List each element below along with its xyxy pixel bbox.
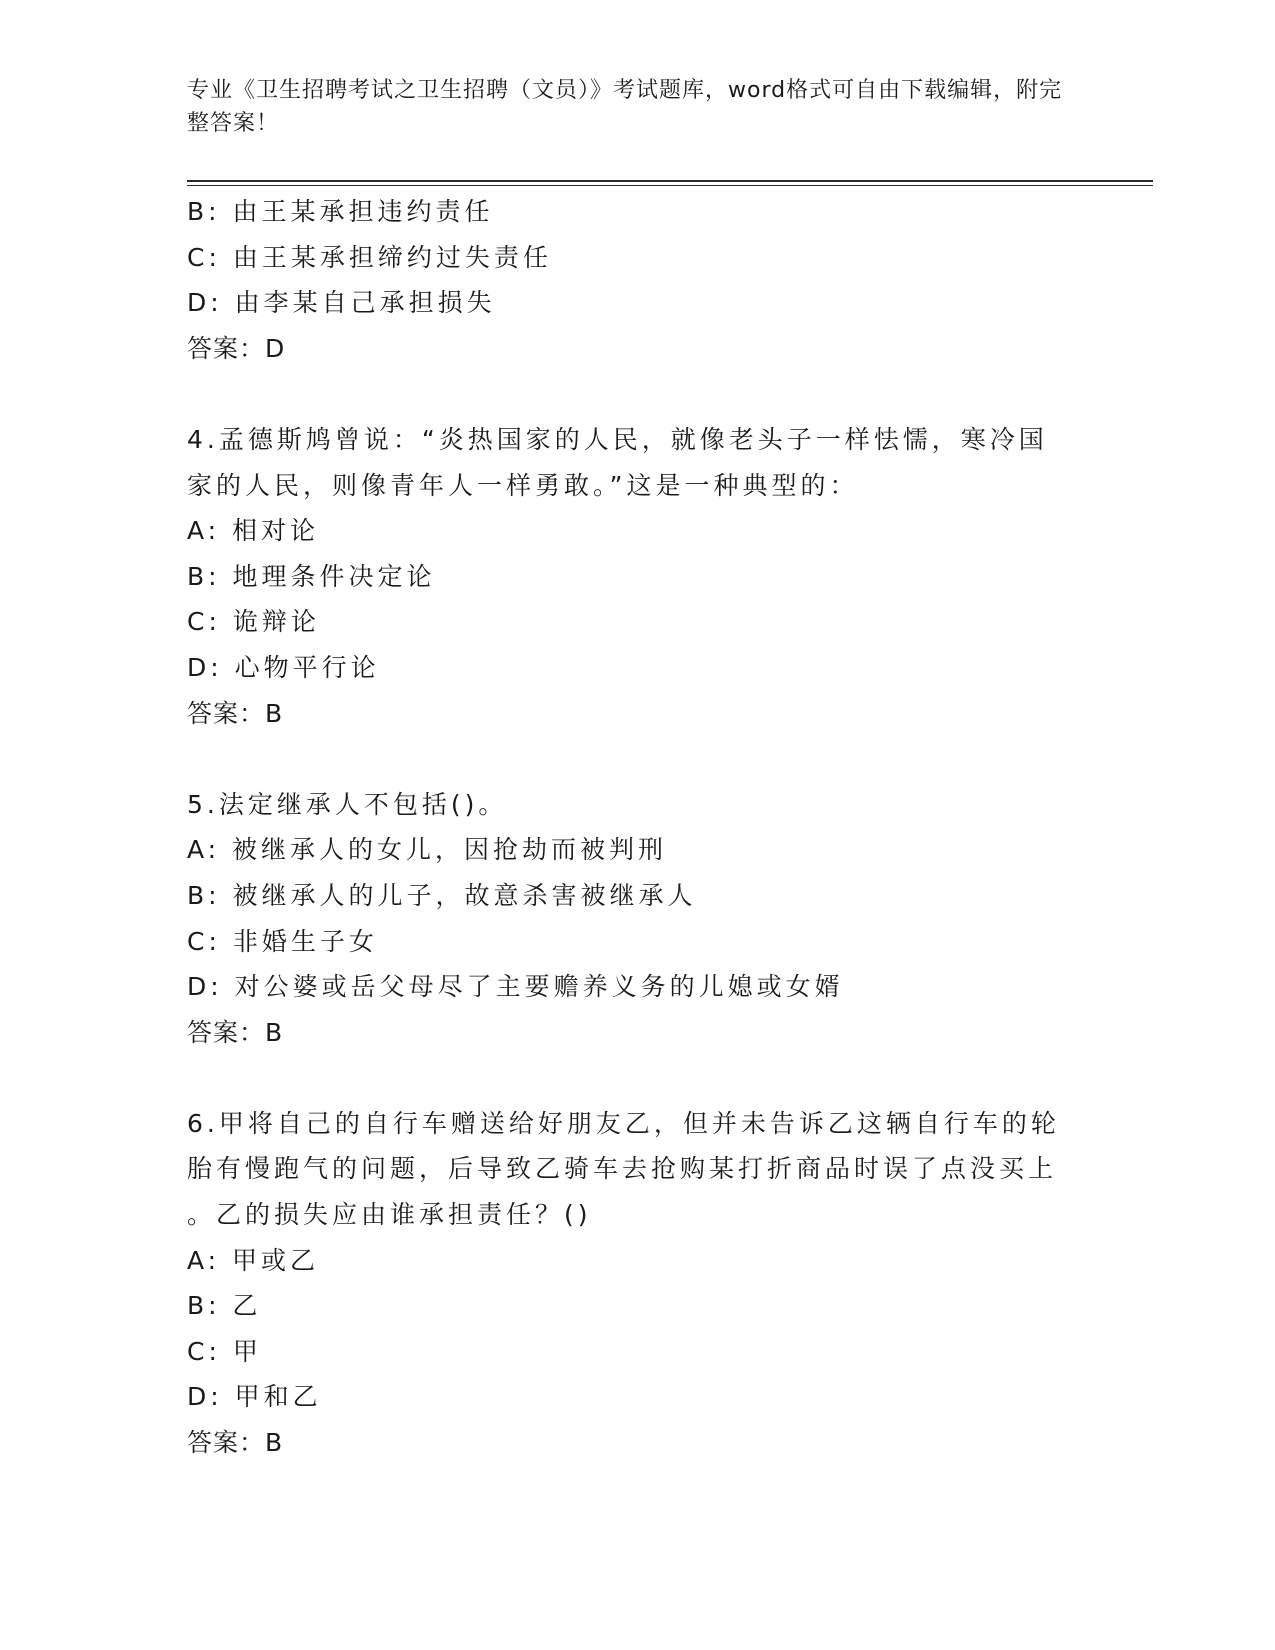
option-c: C: 甲 — [187, 1336, 262, 1366]
option-a: A: 被继承人的女儿，因抢劫而被判刑 — [187, 835, 668, 865]
question-5 — [187, 782, 1067, 1056]
spacer — [187, 371, 1067, 417]
option-d: D: 由李某自己承担损失 — [187, 288, 496, 318]
option-c: C: 由王某承担缔约过失责任 — [187, 242, 552, 272]
option-a: A: 甲或乙 — [187, 1245, 320, 1275]
option-c: C: 诡辩论 — [187, 607, 320, 637]
answer-text: 答案：B — [187, 698, 284, 728]
question-stem-line: 6.甲将自己的自行车赠送给好朋友乙，但并未告诉乙这辆自行车的轮 — [187, 1108, 1060, 1138]
option-c: C: 非婚生子女 — [187, 926, 378, 956]
option-b: B: 被继承人的儿子，故意杀害被继承人 — [187, 880, 697, 910]
question-6 — [187, 1101, 1067, 1466]
document-header: 专业《卫生招聘考试之卫生招聘（文员）》考试题库，word格式可自由下载编辑，附完整答案！ — [187, 78, 1063, 136]
question-3-tail — [187, 189, 1067, 371]
answer-text: 答案：B — [187, 1428, 284, 1458]
header-divider-thin — [187, 185, 1153, 186]
question-stem-line: 4.孟德斯鸠曾说：“炎热国家的人民，就像老头子一样怯懦，寒冷国 — [187, 424, 1048, 454]
option-b: B: 乙 — [187, 1291, 262, 1321]
option-d: D: 对公婆或岳父母尽了主要赡养义务的儿媳或女婿 — [187, 972, 844, 1002]
option-d: D: 甲和乙 — [187, 1382, 322, 1412]
option-b: B: 地理条件决定论 — [187, 561, 436, 591]
spacer — [187, 1055, 1067, 1101]
option-a: A: 相对论 — [187, 516, 320, 546]
option-d: D: 心物平行论 — [187, 652, 380, 682]
header-divider-thick — [187, 180, 1153, 182]
question-4 — [187, 417, 1067, 736]
question-stem-line: 。乙的损失应由谁承担责任？() — [187, 1200, 592, 1230]
spacer — [187, 736, 1067, 782]
answer-text: 答案：D — [187, 333, 286, 363]
question-stem-line: 胎有慢跑气的问题，后导致乙骑车去抢购某打折商品时误了点没买上 — [187, 1154, 1058, 1184]
question-stem-line: 家的人民，则像青年人一样勇敢。”这是一种典型的： — [187, 470, 859, 500]
question-list — [187, 189, 1067, 1466]
answer-text: 答案：B — [187, 1017, 284, 1047]
question-stem-line: 5.法定继承人不包括()。 — [187, 789, 508, 819]
option-b: B: 由王某承担违约责任 — [187, 197, 494, 226]
